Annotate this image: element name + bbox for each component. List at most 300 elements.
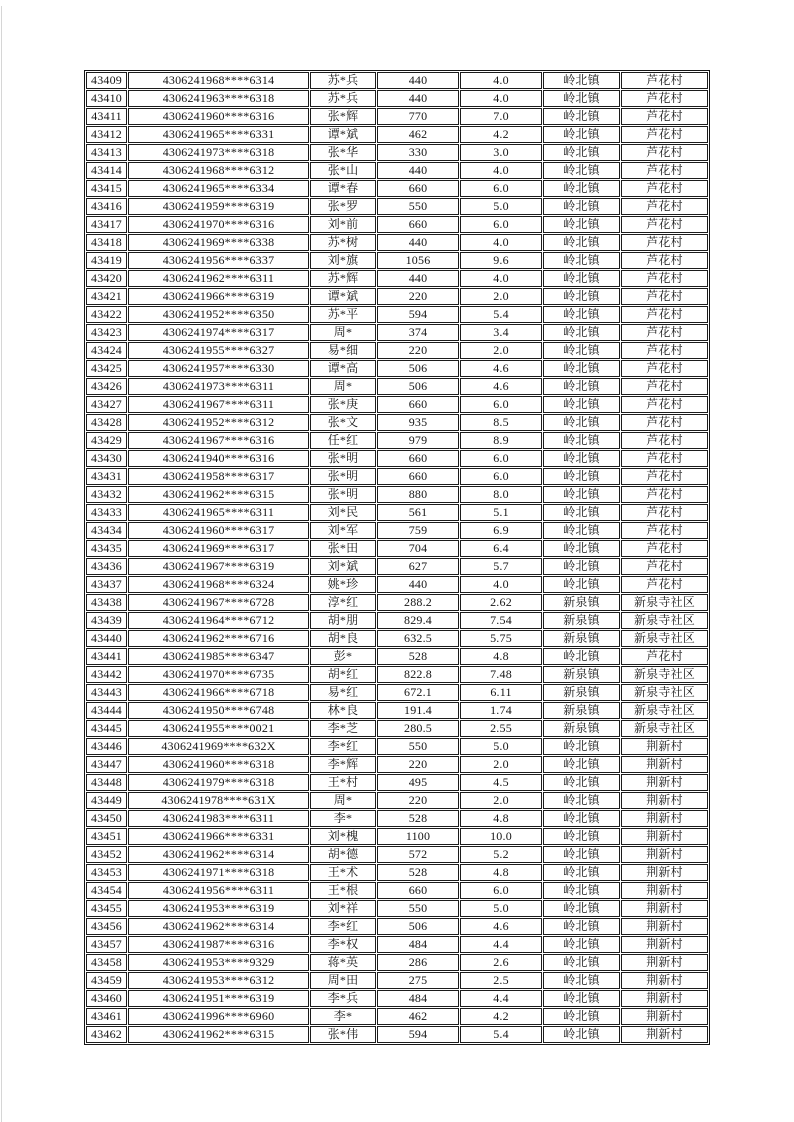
cell-quantity: 2.6 [460,954,542,971]
cell-town: 岭北镇 [543,990,620,1007]
cell-id-number: 4306241953****6319 [128,900,309,917]
cell-town: 岭北镇 [543,144,620,161]
cell-name: 李*红 [310,738,376,755]
cell-amount: 660 [377,216,459,233]
payment-list-table [84,70,710,1045]
cell-sequence-number: 43453 [86,864,127,881]
cell-village: 芦花村 [621,216,708,233]
cell-id-number: 4306241967****6311 [128,396,309,413]
cell-name: 张*明 [310,468,376,485]
table-row [86,432,708,449]
table-row [86,918,708,935]
cell-id-number: 4306241967****6319 [128,558,309,575]
cell-village: 芦花村 [621,234,708,251]
cell-amount: 495 [377,774,459,791]
cell-amount: 935 [377,414,459,431]
cell-name: 张*伟 [310,1026,376,1043]
cell-amount: 572 [377,846,459,863]
cell-id-number: 4306241978****631X [128,792,309,809]
cell-quantity: 2.55 [460,720,542,737]
cell-quantity: 3.4 [460,324,542,341]
cell-name: 谭*高 [310,360,376,377]
table-row [86,774,708,791]
cell-name: 周* [310,792,376,809]
cell-amount: 440 [377,90,459,107]
cell-village: 芦花村 [621,576,708,593]
cell-village: 荆新村 [621,990,708,1007]
cell-amount: 288.2 [377,594,459,611]
cell-town: 岭北镇 [543,90,620,107]
cell-id-number: 4306241967****6728 [128,594,309,611]
cell-sequence-number: 43422 [86,306,127,323]
cell-amount: 484 [377,990,459,1007]
cell-amount: 220 [377,288,459,305]
table-row [86,972,708,989]
cell-amount: 528 [377,864,459,881]
cell-town: 岭北镇 [543,792,620,809]
cell-quantity: 5.1 [460,504,542,521]
cell-id-number: 4306241959****6319 [128,198,309,215]
cell-id-number: 4306241983****6311 [128,810,309,827]
cell-id-number: 4306241962****6716 [128,630,309,647]
cell-name: 苏*平 [310,306,376,323]
cell-village: 荆新村 [621,882,708,899]
cell-village: 荆新村 [621,774,708,791]
cell-amount: 330 [377,144,459,161]
cell-name: 苏*辉 [310,270,376,287]
cell-village: 芦花村 [621,648,708,665]
cell-town: 岭北镇 [543,486,620,503]
cell-village: 芦花村 [621,432,708,449]
cell-village: 芦花村 [621,126,708,143]
table-row [86,810,708,827]
cell-sequence-number: 43409 [86,72,127,89]
table-row [86,702,708,719]
cell-id-number: 4306241985****6347 [128,648,309,665]
cell-village: 荆新村 [621,756,708,773]
cell-name: 苏*树 [310,234,376,251]
cell-town: 岭北镇 [543,288,620,305]
cell-id-number: 4306241953****9329 [128,954,309,971]
cell-name: 胡*红 [310,666,376,683]
cell-quantity: 4.8 [460,864,542,881]
cell-id-number: 4306241973****6311 [128,378,309,395]
cell-amount: 660 [377,180,459,197]
cell-id-number: 4306241968****6314 [128,72,309,89]
cell-village: 芦花村 [621,360,708,377]
cell-id-number: 4306241966****6331 [128,828,309,845]
cell-amount: 506 [377,378,459,395]
cell-amount: 374 [377,324,459,341]
cell-sequence-number: 43443 [86,684,127,701]
cell-quantity: 7.54 [460,612,542,629]
cell-quantity: 4.8 [460,810,542,827]
cell-village: 荆新村 [621,954,708,971]
cell-village: 芦花村 [621,450,708,467]
cell-village: 新泉寺社区 [621,630,708,647]
cell-sequence-number: 43425 [86,360,127,377]
cell-amount: 880 [377,486,459,503]
cell-id-number: 4306241950****6748 [128,702,309,719]
cell-id-number: 4306241973****6318 [128,144,309,161]
cell-town: 岭北镇 [543,72,620,89]
cell-village: 芦花村 [621,324,708,341]
cell-quantity: 6.0 [460,180,542,197]
cell-amount: 440 [377,576,459,593]
table-row [86,792,708,809]
table-row [86,522,708,539]
cell-name: 周* [310,378,376,395]
table-row [86,684,708,701]
cell-town: 岭北镇 [543,450,620,467]
table-row [86,198,708,215]
cell-quantity: 6.0 [460,468,542,485]
cell-name: 蒋*英 [310,954,376,971]
table-row [86,396,708,413]
table-row [86,378,708,395]
cell-village: 芦花村 [621,522,708,539]
table-row [86,270,708,287]
cell-id-number: 4306241969****6317 [128,540,309,557]
cell-sequence-number: 43444 [86,702,127,719]
cell-amount: 660 [377,450,459,467]
cell-sequence-number: 43426 [86,378,127,395]
cell-id-number: 4306241955****6327 [128,342,309,359]
cell-town: 新泉镇 [543,684,620,701]
cell-amount: 770 [377,108,459,125]
cell-village: 芦花村 [621,306,708,323]
cell-sequence-number: 43461 [86,1008,127,1025]
cell-sequence-number: 43420 [86,270,127,287]
cell-village: 新泉寺社区 [621,594,708,611]
cell-name: 李*芝 [310,720,376,737]
cell-id-number: 4306241967****6316 [128,432,309,449]
cell-sequence-number: 43434 [86,522,127,539]
cell-id-number: 4306241958****6317 [128,468,309,485]
cell-id-number: 4306241960****6318 [128,756,309,773]
cell-village: 芦花村 [621,342,708,359]
cell-name: 刘*前 [310,216,376,233]
table-row [86,882,708,899]
cell-quantity: 5.0 [460,198,542,215]
cell-village: 新泉寺社区 [621,612,708,629]
table-row [86,576,708,593]
cell-quantity: 4.0 [460,90,542,107]
cell-quantity: 4.6 [460,918,542,935]
table-row [86,504,708,521]
cell-quantity: 2.0 [460,792,542,809]
cell-sequence-number: 43442 [86,666,127,683]
table-row [86,72,708,89]
cell-quantity: 6.0 [460,882,542,899]
cell-name: 张*罗 [310,198,376,215]
cell-quantity: 6.0 [460,396,542,413]
cell-quantity: 10.0 [460,828,542,845]
table-row [86,990,708,1007]
cell-quantity: 4.2 [460,126,542,143]
cell-village: 芦花村 [621,180,708,197]
cell-id-number: 4306241968****6312 [128,162,309,179]
cell-town: 岭北镇 [543,882,620,899]
cell-amount: 550 [377,738,459,755]
cell-village: 荆新村 [621,738,708,755]
cell-name: 刘*斌 [310,558,376,575]
cell-quantity: 8.0 [460,486,542,503]
cell-village: 芦花村 [621,558,708,575]
cell-amount: 660 [377,468,459,485]
cell-name: 张*文 [310,414,376,431]
cell-sequence-number: 43418 [86,234,127,251]
cell-id-number: 4306241951****6319 [128,990,309,1007]
cell-town: 岭北镇 [543,216,620,233]
cell-id-number: 4306241979****6318 [128,774,309,791]
cell-id-number: 4306241952****6312 [128,414,309,431]
table-body [86,72,708,1043]
cell-town: 岭北镇 [543,522,620,539]
cell-sequence-number: 43454 [86,882,127,899]
cell-sequence-number: 43414 [86,162,127,179]
cell-quantity: 4.5 [460,774,542,791]
cell-amount: 528 [377,648,459,665]
cell-name: 任*红 [310,432,376,449]
cell-village: 荆新村 [621,828,708,845]
cell-sequence-number: 43451 [86,828,127,845]
cell-sequence-number: 43456 [86,918,127,935]
table-row [86,306,708,323]
cell-village: 荆新村 [621,972,708,989]
cell-amount: 660 [377,396,459,413]
cell-name: 谭*斌 [310,126,376,143]
table-row [86,738,708,755]
cell-quantity: 4.6 [460,378,542,395]
cell-name: 李*辉 [310,756,376,773]
cell-quantity: 3.0 [460,144,542,161]
cell-town: 岭北镇 [543,162,620,179]
cell-quantity: 4.0 [460,270,542,287]
cell-town: 岭北镇 [543,252,620,269]
cell-quantity: 5.0 [460,900,542,917]
cell-village: 芦花村 [621,252,708,269]
cell-amount: 829.4 [377,612,459,629]
cell-amount: 275 [377,972,459,989]
cell-id-number: 4306241970****6735 [128,666,309,683]
cell-name: 刘*军 [310,522,376,539]
table-row [86,594,708,611]
cell-name: 谭*斌 [310,288,376,305]
cell-id-number: 4306241965****6331 [128,126,309,143]
cell-village: 荆新村 [621,864,708,881]
table-row [86,234,708,251]
cell-quantity: 4.6 [460,360,542,377]
cell-quantity: 4.0 [460,234,542,251]
cell-sequence-number: 43462 [86,1026,127,1043]
cell-sequence-number: 43412 [86,126,127,143]
cell-town: 岭北镇 [543,324,620,341]
cell-id-number: 4306241963****6318 [128,90,309,107]
cell-sequence-number: 43449 [86,792,127,809]
cell-town: 新泉镇 [543,666,620,683]
cell-village: 芦花村 [621,504,708,521]
cell-sequence-number: 43411 [86,108,127,125]
cell-id-number: 4306241957****6330 [128,360,309,377]
cell-town: 岭北镇 [543,936,620,953]
cell-name: 李*权 [310,936,376,953]
cell-id-number: 4306241952****6350 [128,306,309,323]
cell-sequence-number: 43445 [86,720,127,737]
cell-name: 苏*兵 [310,90,376,107]
cell-quantity: 4.8 [460,648,542,665]
cell-village: 芦花村 [621,378,708,395]
cell-sequence-number: 43432 [86,486,127,503]
cell-name: 刘*祥 [310,900,376,917]
cell-village: 芦花村 [621,108,708,125]
table-row [86,486,708,503]
table-row [86,180,708,197]
cell-town: 岭北镇 [543,846,620,863]
cell-village: 新泉寺社区 [621,702,708,719]
cell-quantity: 4.0 [460,72,542,89]
cell-quantity: 5.4 [460,306,542,323]
cell-sequence-number: 43427 [86,396,127,413]
cell-town: 岭北镇 [543,198,620,215]
cell-sequence-number: 43447 [86,756,127,773]
cell-quantity: 6.0 [460,216,542,233]
cell-name: 王*术 [310,864,376,881]
cell-name: 周* [310,324,376,341]
cell-sequence-number: 43431 [86,468,127,485]
table-row [86,144,708,161]
cell-quantity: 5.0 [460,738,542,755]
cell-name: 胡*良 [310,630,376,647]
table-row [86,954,708,971]
cell-name: 张*辉 [310,108,376,125]
cell-quantity: 2.62 [460,594,542,611]
cell-id-number: 4306241969****6338 [128,234,309,251]
cell-quantity: 7.0 [460,108,542,125]
cell-name: 王*根 [310,882,376,899]
cell-amount: 1056 [377,252,459,269]
cell-quantity: 6.4 [460,540,542,557]
cell-id-number: 4306241956****6337 [128,252,309,269]
cell-quantity: 2.5 [460,972,542,989]
cell-id-number: 4306241962****6315 [128,1026,309,1043]
cell-id-number: 4306241956****6311 [128,882,309,899]
cell-town: 岭北镇 [543,180,620,197]
cell-sequence-number: 43419 [86,252,127,269]
cell-id-number: 4306241962****6314 [128,918,309,935]
cell-amount: 440 [377,162,459,179]
cell-name: 刘*民 [310,504,376,521]
cell-quantity: 6.0 [460,450,542,467]
cell-quantity: 5.2 [460,846,542,863]
cell-quantity: 4.4 [460,990,542,1007]
cell-town: 岭北镇 [543,342,620,359]
table-row [86,108,708,125]
table-row [86,252,708,269]
cell-village: 新泉寺社区 [621,666,708,683]
cell-amount: 484 [377,936,459,953]
cell-town: 岭北镇 [543,414,620,431]
cell-sequence-number: 43421 [86,288,127,305]
table-row [86,414,708,431]
table-row [86,540,708,557]
cell-sequence-number: 43448 [86,774,127,791]
cell-sequence-number: 43417 [86,216,127,233]
cell-village: 芦花村 [621,540,708,557]
cell-amount: 286 [377,954,459,971]
cell-town: 岭北镇 [543,972,620,989]
cell-sequence-number: 43424 [86,342,127,359]
cell-quantity: 2.0 [460,342,542,359]
cell-name: 苏*兵 [310,72,376,89]
cell-id-number: 4306241965****6334 [128,180,309,197]
cell-amount: 440 [377,270,459,287]
cell-sequence-number: 43435 [86,540,127,557]
cell-village: 荆新村 [621,1008,708,1025]
table-row [86,468,708,485]
cell-quantity: 7.48 [460,666,542,683]
cell-quantity: 2.0 [460,756,542,773]
cell-name: 王*村 [310,774,376,791]
cell-amount: 594 [377,1026,459,1043]
cell-amount: 594 [377,306,459,323]
cell-amount: 759 [377,522,459,539]
cell-id-number: 4306241996****6960 [128,1008,309,1025]
table-row [86,1008,708,1025]
cell-town: 新泉镇 [543,612,620,629]
cell-town: 岭北镇 [543,648,620,665]
cell-village: 荆新村 [621,810,708,827]
cell-name: 张*明 [310,450,376,467]
table-row [86,900,708,917]
cell-village: 芦花村 [621,144,708,161]
cell-town: 岭北镇 [543,1026,620,1043]
cell-id-number: 4306241953****6312 [128,972,309,989]
cell-town: 岭北镇 [543,306,620,323]
cell-village: 芦花村 [621,198,708,215]
cell-sequence-number: 43413 [86,144,127,161]
cell-town: 岭北镇 [543,576,620,593]
cell-sequence-number: 43441 [86,648,127,665]
cell-town: 岭北镇 [543,918,620,935]
cell-town: 岭北镇 [543,774,620,791]
cell-name: 谭*春 [310,180,376,197]
table-row [86,216,708,233]
cell-name: 张*华 [310,144,376,161]
cell-name: 张*山 [310,162,376,179]
cell-village: 芦花村 [621,270,708,287]
cell-quantity: 1.74 [460,702,542,719]
cell-village: 荆新村 [621,1026,708,1043]
cell-name: 姚*珍 [310,576,376,593]
cell-quantity: 5.4 [460,1026,542,1043]
cell-village: 芦花村 [621,90,708,107]
cell-amount: 506 [377,360,459,377]
cell-id-number: 4306241962****6314 [128,846,309,863]
table-row [86,846,708,863]
cell-amount: 462 [377,126,459,143]
table-row [86,324,708,341]
cell-amount: 632.5 [377,630,459,647]
cell-quantity: 6.11 [460,684,542,701]
cell-town: 岭北镇 [543,954,620,971]
cell-town: 岭北镇 [543,558,620,575]
cell-town: 岭北镇 [543,864,620,881]
cell-amount: 220 [377,342,459,359]
cell-amount: 506 [377,918,459,935]
cell-name: 彭* [310,648,376,665]
cell-amount: 528 [377,810,459,827]
